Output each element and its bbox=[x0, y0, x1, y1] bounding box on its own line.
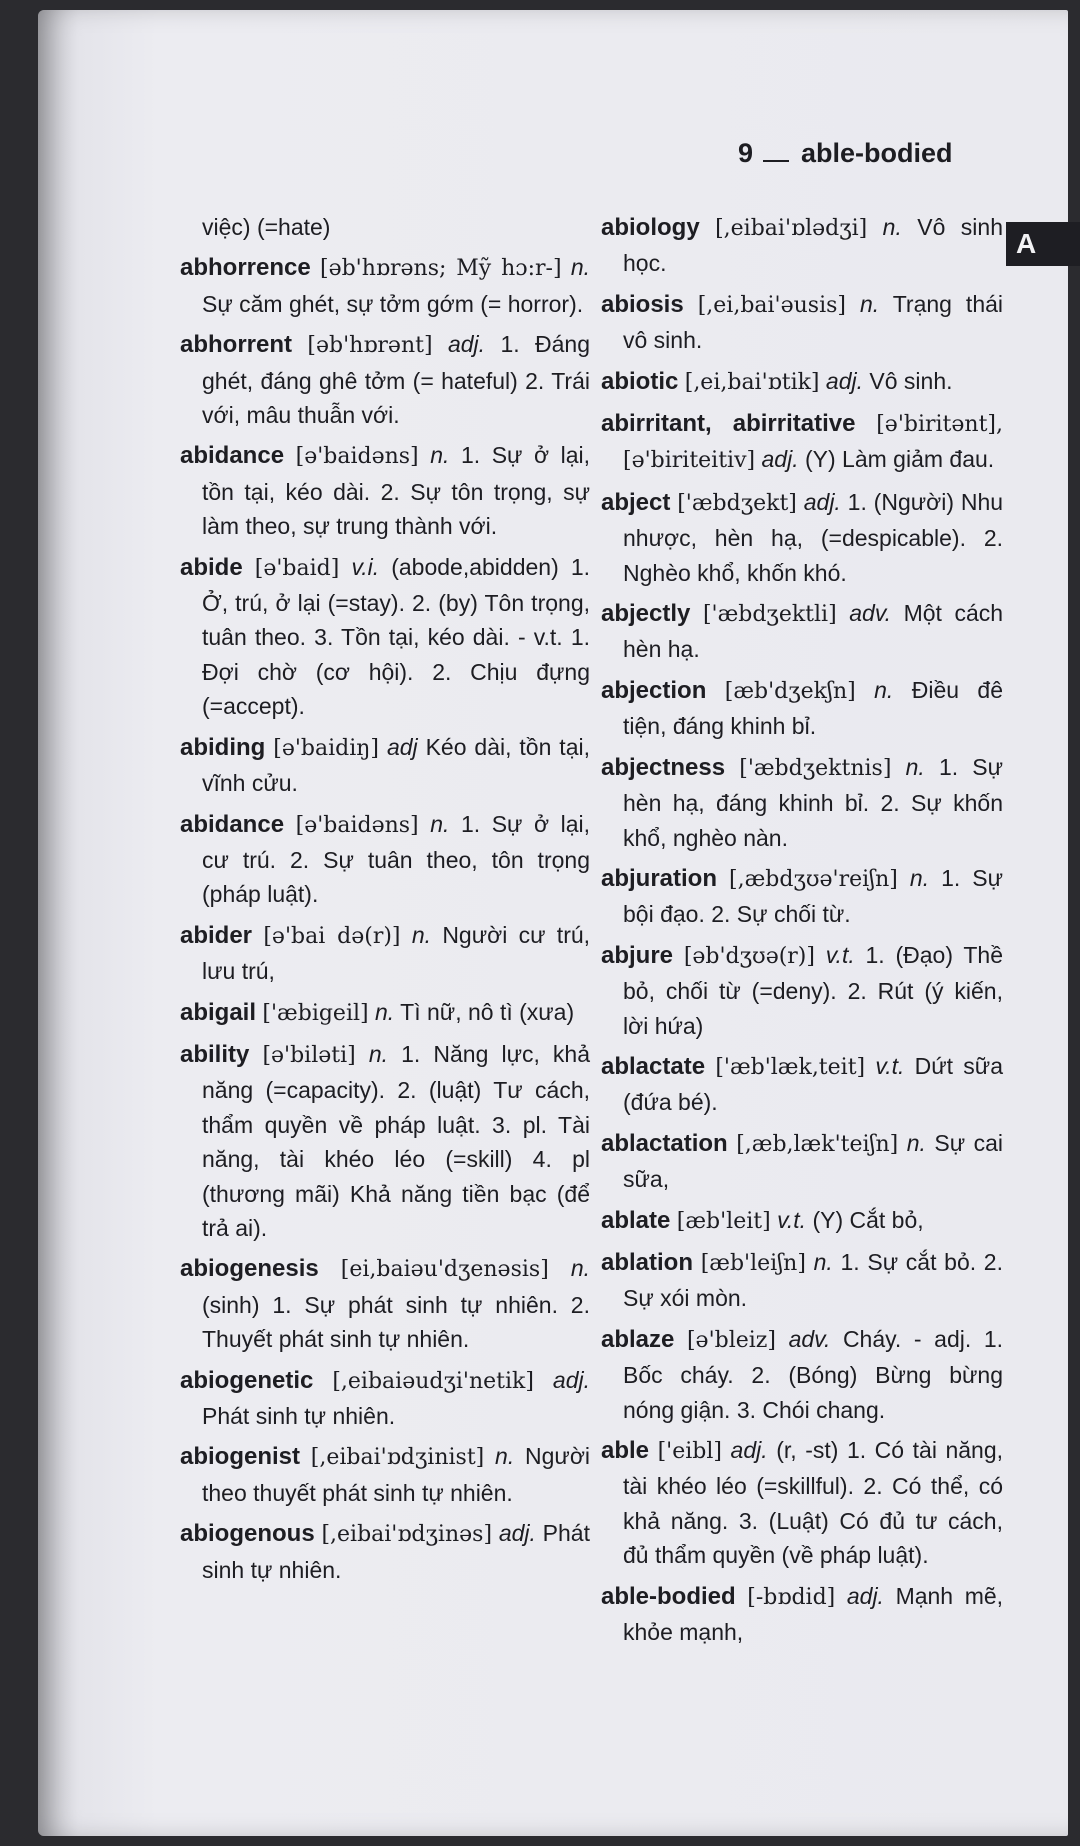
headword: ablate bbox=[601, 1206, 671, 1234]
thumb-index-tab: A bbox=[1006, 222, 1080, 266]
headword: abiogenous bbox=[180, 1520, 315, 1548]
dictionary-entry bbox=[601, 1579, 1003, 1650]
definition: (abode,abidden) 1. Ở, trú, ở lại (=stay). 2. (by) Tôn trọng, tuân theo. 3. Tồn tại, kéo dài. - v.t. 1. Đợi chờ (cơ hội). 2. Chịu đựng (=accept). bbox=[202, 553, 591, 720]
page-number: 9 bbox=[738, 138, 754, 168]
pronunciation: [əb'hɒrəns; Mỹ hɔ:r-] bbox=[320, 256, 562, 282]
head-rule bbox=[763, 160, 789, 162]
dictionary-entry bbox=[180, 995, 590, 1031]
dictionary-entry bbox=[601, 673, 1003, 744]
headword: abjectly bbox=[601, 600, 691, 628]
definition: Kéo dài, tồn tại, vĩnh cửu. bbox=[202, 733, 590, 797]
definition: Cháy. - adj. 1. Bốc cháy. 2. (Bóng) Bừng bừng nóng giận. 3. Chói chang. bbox=[623, 1325, 1004, 1423]
pronunciation: [æb'dʒekʃn] bbox=[724, 678, 856, 704]
pronunciation: [-bɒdid] bbox=[747, 1584, 836, 1610]
definition: Tì nữ, nô tì (xưa) bbox=[400, 998, 575, 1025]
definition: Mạnh mẽ, khỏe mạnh, bbox=[623, 1582, 1004, 1646]
pronunciation: [,æb,læk'teiʃn] bbox=[736, 1131, 899, 1157]
dictionary-entry bbox=[601, 1433, 1003, 1573]
pronunciation: ['æbdʒektnis] bbox=[739, 755, 892, 781]
dictionary-entry bbox=[601, 1203, 1003, 1239]
part-of-speech: n. bbox=[859, 290, 880, 317]
part-of-speech: v.t. bbox=[875, 1052, 905, 1079]
pronunciation: [ə'baidiŋ] bbox=[273, 735, 380, 761]
definition: Trạng thái vô sinh. bbox=[623, 290, 1004, 354]
dictionary-entry bbox=[180, 807, 590, 912]
part-of-speech: n. bbox=[375, 998, 395, 1025]
part-of-speech: n. bbox=[813, 1248, 833, 1275]
dictionary-entry bbox=[601, 364, 1003, 400]
definition: Vô sinh. bbox=[869, 367, 953, 394]
dictionary-entry bbox=[180, 1516, 590, 1587]
dictionary-entry bbox=[180, 1363, 590, 1434]
dictionary-entry bbox=[601, 1126, 1003, 1197]
pronunciation: [ə'bleiz] bbox=[686, 1327, 776, 1353]
definition: 1. Sự cắt bỏ. 2. Sự xói mòn. bbox=[623, 1248, 1003, 1312]
headword: abigail bbox=[180, 998, 257, 1026]
headword: abiogenesis bbox=[180, 1255, 319, 1283]
headword: abiosis bbox=[601, 290, 684, 318]
part-of-speech: adj. bbox=[498, 1520, 536, 1547]
part-of-speech: v.t. bbox=[825, 941, 855, 968]
part-of-speech: n. bbox=[874, 676, 894, 703]
left-column bbox=[180, 210, 590, 1593]
dictionary-page bbox=[38, 10, 1068, 1836]
part-of-speech: n. bbox=[905, 753, 925, 780]
part-of-speech: adv. bbox=[788, 1325, 831, 1352]
headword: ablaze bbox=[601, 1325, 675, 1353]
headword: abiding bbox=[180, 733, 266, 761]
part-of-speech: adj. bbox=[447, 331, 486, 358]
part-of-speech: n. bbox=[882, 214, 902, 240]
headword: abidance bbox=[180, 442, 285, 470]
headword: abide bbox=[180, 553, 243, 581]
pronunciation: ['æbdʒektli] bbox=[702, 602, 837, 628]
pronunciation: [,ei,bai'əusis] bbox=[697, 292, 846, 318]
part-of-speech: adj. bbox=[761, 446, 799, 473]
part-of-speech: n. bbox=[495, 1443, 515, 1470]
dictionary-entry bbox=[601, 485, 1003, 590]
definition: (sinh) 1. Sự phát sinh tự nhiên. 2. Thuyết phát sinh tự nhiên. bbox=[202, 1291, 590, 1353]
headword: abidance bbox=[180, 810, 285, 838]
dictionary-entry bbox=[601, 1245, 1003, 1316]
part-of-speech: n. bbox=[906, 1129, 926, 1156]
pronunciation: [,eibai'ɒlədʒi] bbox=[715, 216, 868, 241]
pronunciation: ['æbdʒekt] bbox=[677, 490, 797, 516]
dictionary-entry bbox=[180, 918, 590, 989]
definition: Một cách hèn hạ. bbox=[623, 600, 1004, 663]
part-of-speech: adj bbox=[386, 733, 418, 760]
definition: Người cư trú, lưu trú, bbox=[202, 921, 591, 985]
pronunciation: [ə'biritənt], [ə'biriteitiv] bbox=[623, 412, 1003, 474]
dictionary-entry bbox=[180, 210, 590, 244]
dictionary-entry bbox=[601, 406, 1003, 479]
definition: Điều đê tiện, đáng khinh bỉ. bbox=[623, 676, 1004, 740]
definition: (Y) Cắt bỏ, bbox=[812, 1206, 924, 1233]
definition: 1. Năng lực, khả năng (=capacity). 2. (luật) Tư cách, thẩm quyền về pháp luật. 3. pl. Tài năng, tài khéo léo (=skill) 4. pl (thương mãi) Khả năng tiền bạc (để trả ai). bbox=[202, 1040, 591, 1241]
pronunciation: [,æbdʒʊə'reiʃn] bbox=[729, 866, 898, 892]
pronunciation: [æb'leiʃn] bbox=[700, 1250, 806, 1276]
headword: abider bbox=[180, 921, 253, 949]
headword: ability bbox=[180, 1040, 250, 1068]
headword: abhorrence bbox=[180, 254, 311, 282]
definition: Người theo thuyết phát sinh tự nhiên. bbox=[202, 1443, 591, 1506]
pronunciation: [ə'baidəns] bbox=[295, 444, 419, 470]
pronunciation: [ə'bai də(r)] bbox=[263, 923, 401, 949]
headword: abject bbox=[601, 488, 671, 516]
headword: able-bodied bbox=[601, 1582, 736, 1610]
pronunciation: [ei,baiəu'dʒenəsis] bbox=[340, 1257, 549, 1283]
part-of-speech: adv. bbox=[849, 600, 892, 627]
part-of-speech: v.i. bbox=[351, 553, 380, 580]
dictionary-entry bbox=[180, 550, 590, 724]
part-of-speech: n. bbox=[368, 1040, 389, 1067]
definition: 1. Sự bội đạo. 2. Sự chối từ. bbox=[623, 864, 1004, 928]
definition: 1. Đáng ghét, đáng ghê tởm (= hateful) 2. Trái với, mâu thuẫn với. bbox=[202, 331, 591, 429]
dictionary-entry bbox=[601, 596, 1003, 667]
definition: Sự căm ghét, sự tởm gớm (= horror). bbox=[202, 290, 584, 317]
dictionary-entry bbox=[601, 1322, 1003, 1427]
pronunciation: [æb'leit] bbox=[676, 1208, 771, 1234]
running-head bbox=[738, 138, 1018, 169]
dictionary-entry bbox=[180, 730, 590, 801]
dictionary-entry bbox=[601, 861, 1003, 932]
dictionary-entry bbox=[601, 1049, 1003, 1120]
part-of-speech: n. bbox=[570, 254, 591, 281]
part-of-speech: n. bbox=[430, 810, 450, 837]
guide-word: able-bodied bbox=[801, 138, 953, 168]
pronunciation: [,ei,bai'ɒtik] bbox=[684, 369, 820, 395]
headword: ablactate bbox=[601, 1052, 706, 1080]
part-of-speech: adj. bbox=[552, 1366, 591, 1393]
dictionary-entry bbox=[601, 750, 1003, 855]
headword: abiotic bbox=[601, 367, 679, 395]
part-of-speech: adj. bbox=[846, 1582, 884, 1609]
definition: Phát sinh tự nhiên. bbox=[202, 1403, 396, 1429]
dictionary-entry bbox=[180, 1037, 590, 1245]
definition: Vô sinh học. bbox=[623, 214, 1003, 277]
part-of-speech: v.t. bbox=[777, 1206, 807, 1233]
pronunciation: [ə'baidəns] bbox=[295, 812, 419, 838]
definition: (r, -st) 1. Có tài năng, tài khéo léo (=skillful). 2. Có thể, có khả năng. 3. (Luật) Có đủ tư cách, đủ thẩm quyền (về pháp luật). bbox=[623, 1437, 1004, 1569]
headword: abjectness bbox=[601, 753, 726, 781]
part-of-speech: adj. bbox=[803, 488, 841, 515]
dictionary-entry bbox=[180, 1251, 590, 1356]
definition: Phát sinh tự nhiên. bbox=[202, 1520, 590, 1583]
pronunciation: [,eibai'ɒdʒinəs] bbox=[321, 1522, 493, 1548]
headword: abiogenist bbox=[180, 1443, 301, 1471]
dictionary-entry bbox=[180, 250, 590, 321]
headword: ablation bbox=[601, 1248, 694, 1276]
part-of-speech: n. bbox=[430, 442, 450, 469]
dictionary-entry bbox=[180, 327, 590, 432]
definition: (Y) Làm giảm đau. bbox=[804, 446, 995, 473]
definition: 1. (Người) Nhu nhược, hèn hạ, (=despicable). 2. Nghèo khổ, khốn khó. bbox=[623, 488, 1004, 586]
pronunciation: ['æb'læk,teit] bbox=[715, 1054, 866, 1080]
dictionary-entry bbox=[180, 1439, 590, 1510]
headword: ablactation bbox=[601, 1129, 728, 1157]
headword: abhorrent bbox=[180, 331, 293, 359]
pronunciation: [əb'hɒrənt] bbox=[307, 333, 433, 359]
pronunciation: [,eibai'ɒdʒinist] bbox=[310, 1445, 485, 1471]
headword: abjection bbox=[601, 676, 707, 704]
definition: 1. Sự hèn hạ, đáng khinh bỉ. 2. Sự khốn khổ, nghèo nàn. bbox=[623, 753, 1004, 851]
dictionary-entry bbox=[601, 938, 1003, 1043]
pronunciation: [əb'dʒʊə(r)] bbox=[683, 943, 815, 969]
pronunciation: ['æbigeil] bbox=[262, 1000, 369, 1026]
right-column bbox=[601, 210, 1003, 1655]
headword: abjure bbox=[601, 941, 674, 969]
headword: abiology bbox=[601, 214, 700, 241]
headword: abjuration bbox=[601, 864, 718, 892]
dictionary-entry bbox=[601, 287, 1003, 358]
pronunciation: ['eibl] bbox=[657, 1439, 722, 1464]
definition: 1. Sự ở lại, tồn tại, kéo dài. 2. Sự tôn trọng, sự làm theo, sự trung thành với. bbox=[202, 442, 591, 540]
pronunciation: [ə'baid] bbox=[254, 555, 340, 581]
part-of-speech: n. bbox=[570, 1255, 591, 1282]
dictionary-entry bbox=[601, 210, 1003, 281]
headword: able bbox=[601, 1437, 650, 1464]
definition: Sự cai sữa, bbox=[623, 1129, 1004, 1193]
part-of-speech: n. bbox=[411, 921, 431, 948]
part-of-speech: n. bbox=[909, 864, 930, 891]
definition: Dứt sữa (đứa bé). bbox=[623, 1052, 1003, 1116]
definition: việc) (=hate) bbox=[202, 214, 331, 240]
part-of-speech: adj. bbox=[730, 1437, 768, 1463]
pronunciation: [ə'biləti] bbox=[262, 1042, 356, 1068]
definition: 1. Sự ở lại, cư trú. 2. Sự tuân theo, tôn trọng (pháp luật). bbox=[202, 810, 591, 908]
definition: 1. (Đạo) Thề bỏ, chối từ (=deny). 2. Rút (ý kiến, lời hứa) bbox=[623, 941, 1003, 1039]
headword: abiogenetic bbox=[180, 1366, 314, 1394]
part-of-speech: adj. bbox=[825, 367, 864, 394]
headword: abirritant, abirritative bbox=[601, 410, 856, 438]
pronunciation: [,eibaiəudʒi'netik] bbox=[332, 1368, 534, 1394]
dictionary-entry bbox=[180, 438, 590, 543]
